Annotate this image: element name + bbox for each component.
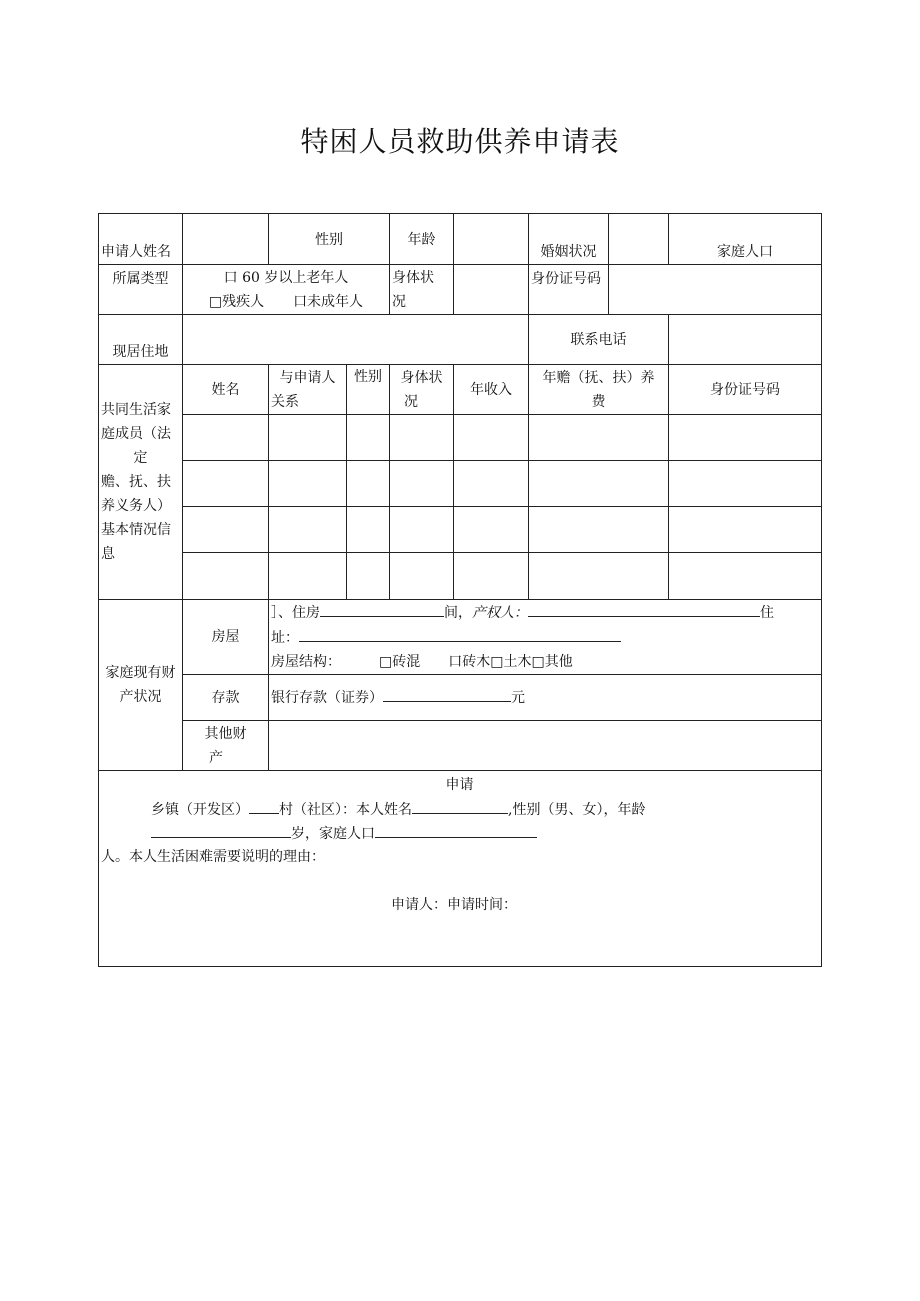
option-disabled[interactable]: □残疾人 (208, 293, 265, 310)
marital-label: 婚姻状况 (529, 214, 609, 265)
deposit-info: 银行存款（证券） 元 (269, 675, 822, 721)
table-row (99, 461, 822, 507)
header-support: 年赡（抚、扶）养 费 (529, 365, 669, 415)
member-cell[interactable] (454, 415, 529, 461)
member-cell[interactable] (454, 461, 529, 507)
member-cell[interactable] (183, 415, 269, 461)
member-cell[interactable] (347, 553, 390, 600)
member-cell[interactable] (390, 553, 454, 600)
application-statement: 申请 乡镇（开发区） 村（社区）：本人姓名 ,性别（男、女），年龄 岁，家庭人口 人。本人生活困难需要说明的理由： 申请人：申请时间： (99, 771, 822, 967)
application-form (98, 213, 822, 967)
structure-others[interactable]: 口砖木□土木□其他 (448, 654, 573, 670)
member-cell[interactable] (669, 507, 822, 553)
household-blank[interactable] (375, 821, 537, 838)
category-label: 所属类型 (99, 265, 183, 315)
age-field[interactable] (454, 214, 529, 265)
other-property-field[interactable] (269, 721, 822, 771)
age-label: 年龄 (390, 214, 454, 265)
gender-label: 性别 (269, 214, 390, 265)
owner-blank[interactable] (528, 600, 760, 617)
household-label: 家庭人口 (669, 214, 822, 265)
header-relation: 与申请人 关系 (269, 365, 347, 415)
table-row (99, 553, 822, 600)
option-minor[interactable]: 口未成年人 (293, 293, 364, 310)
applicant-name-blank[interactable] (412, 797, 508, 814)
member-cell[interactable] (183, 553, 269, 600)
name-field[interactable] (183, 214, 269, 265)
member-cell[interactable] (269, 415, 347, 461)
house-label: 房屋 (183, 600, 269, 675)
reason-label: 人。本人生活困难需要说明的理由： (101, 849, 325, 865)
table-row (99, 507, 822, 553)
health-label: 身体状 况 (390, 265, 454, 315)
header-id: 身份证号码 (669, 365, 822, 415)
header-gender: 性别 (347, 365, 390, 415)
member-cell[interactable] (269, 553, 347, 600)
member-cell[interactable] (529, 553, 669, 600)
member-cell[interactable] (183, 461, 269, 507)
id-field[interactable] (609, 265, 822, 315)
id-label: 身份证号码 (529, 265, 609, 315)
member-cell[interactable] (529, 461, 669, 507)
option-elderly[interactable]: 口 60 岁以上老年人 (223, 269, 349, 286)
marital-field[interactable] (609, 214, 669, 265)
header-name: 姓名 (183, 365, 269, 415)
name-label: 申请人姓名 (99, 214, 183, 265)
member-cell[interactable] (390, 461, 454, 507)
room-count-blank[interactable] (320, 600, 444, 617)
member-cell[interactable] (390, 507, 454, 553)
signature-line: 申请人：申请时间： (391, 897, 517, 913)
member-cell[interactable] (269, 461, 347, 507)
town-blank[interactable] (249, 797, 279, 814)
page-title: 特困人员救助供养申请表 (300, 125, 620, 158)
health-field[interactable] (454, 265, 529, 315)
application-heading: 申请 (445, 777, 474, 793)
other-property-label: 其他财 产 (183, 721, 269, 771)
house-info: ］、住房 间，产权人： 住 址： 房屋结构： □砖混 口砖木□土木□其他 (269, 600, 822, 675)
member-cell[interactable] (669, 553, 822, 600)
member-cell[interactable] (454, 507, 529, 553)
structure-brick-concrete[interactable]: □砖混 (379, 654, 421, 670)
member-cell[interactable] (269, 507, 347, 553)
header-income: 年收入 (454, 365, 529, 415)
member-cell[interactable] (347, 461, 390, 507)
member-cell[interactable] (669, 415, 822, 461)
phone-field[interactable] (669, 315, 822, 365)
phone-label: 联系电话 (529, 315, 669, 365)
member-cell[interactable] (347, 415, 390, 461)
members-section-label: 共同生活家 庭成员（法 定 赡、抚、扶 养义务人） 基本情况信 息 (99, 365, 183, 600)
category-options (183, 265, 390, 315)
address-field[interactable] (183, 315, 529, 365)
member-cell[interactable] (669, 461, 822, 507)
member-cell[interactable] (390, 415, 454, 461)
age-blank[interactable] (151, 821, 291, 838)
table-row (99, 415, 822, 461)
address-label: 现居住地 (99, 315, 183, 365)
header-health: 身体状 况 (390, 365, 454, 415)
member-cell[interactable] (183, 507, 269, 553)
deposit-label: 存款 (183, 675, 269, 721)
house-address-blank[interactable] (299, 625, 621, 642)
member-cell[interactable] (529, 415, 669, 461)
property-section-label: 家庭现有财 产状况 (99, 600, 183, 771)
deposit-blank[interactable] (383, 685, 511, 702)
member-cell[interactable] (347, 507, 390, 553)
member-cell[interactable] (529, 507, 669, 553)
member-cell[interactable] (454, 553, 529, 600)
